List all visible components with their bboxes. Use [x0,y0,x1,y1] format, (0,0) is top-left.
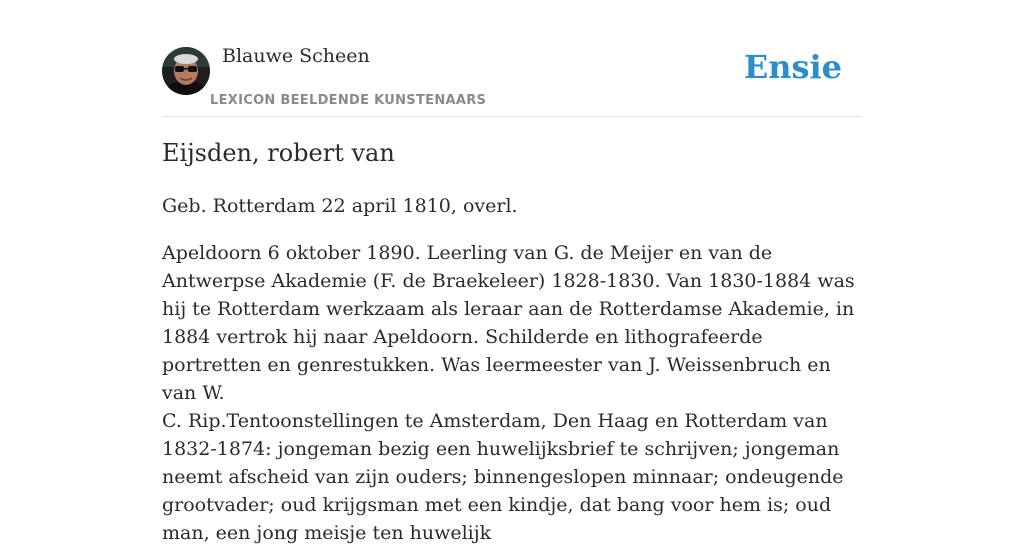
brand-logo[interactable]: Ensie [743,48,842,86]
article-paragraph: Apeldoorn 6 oktober 1890. Leerling van G. de Meijer en van de Antwerpse Akademie (F. de Braekeleer) 1828-1830. Van 1830-1884 was hij te Rotterdam werkzaam als leraar aan de Rotterdamse Akademie, in 1884 vertrok hij naar Apeldoorn. Schilderde en lithografeerde portretten en genrestukken. Was leermeester van J. Weissenbruch en van W. [162,242,855,404]
author-name[interactable]: Blauwe Scheen [222,45,370,67]
article-paragraph: C. Rip.Tentoonstellingen te Amsterdam, Den Haag en Rotterdam van 1832-1874: jongeman bezig een huwelijksbrief te schrijven; jongeman neemt afscheid van zijn ouders; binnengeslopen minnaar; ondeugende grootvader; oud krijgsman met een kindje, dat bang voor hem is; oud man, een jong meisje ten huwelijk [162,410,844,544]
article-title: Eijsden, robert van [162,139,395,167]
author-avatar[interactable] [162,47,210,95]
article-paragraph: Geb. Rotterdam 22 april 1810, overl. [162,195,518,217]
header [162,0,862,117]
collection-label[interactable]: LEXICON BEELDENDE KUNSTENAARS [210,93,487,108]
